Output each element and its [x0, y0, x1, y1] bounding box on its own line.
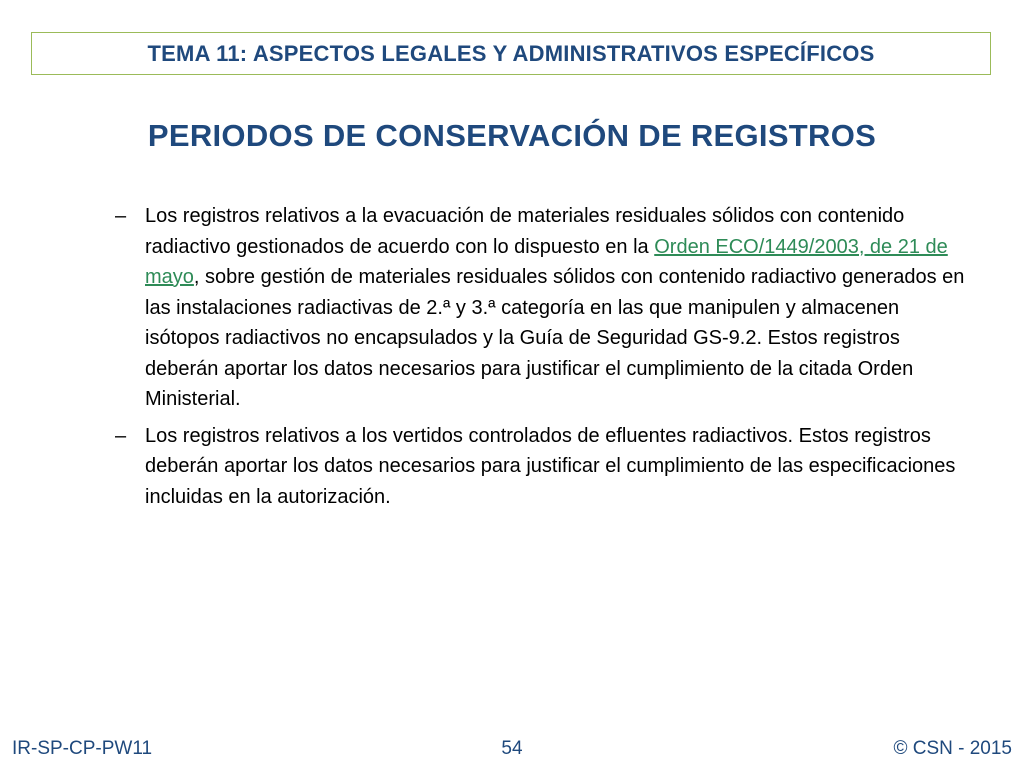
header-box: [31, 32, 991, 75]
bullet-item: [115, 201, 965, 415]
bullet-dash: –: [115, 205, 127, 227]
header-title: TEMA 11: ASPECTOS LEGALES Y ADMINISTRATIVOS ESPECÍFICOS: [147, 40, 875, 66]
orden-eco-link[interactable]: Orden ECO/1449/2003, de 21 de mayo: [145, 235, 948, 288]
bullet-text: Los registros relativos a los vertidos controlados de efluentes radiactivos. Estos registros deberán aportar los datos necesarios para justificar el cumplimiento de las especificaciones incluidas en la autorización.: [145, 424, 956, 508]
page-number: 54: [501, 738, 523, 759]
footer-code: IR-SP-CP-PW11: [12, 738, 153, 759]
bullet-dash: –: [115, 424, 127, 447]
slide-title: PERIODOS DE CONSERVACIÓN DE REGISTROS: [147, 118, 877, 153]
bullet-text: Los registros relativos a la evacuación de materiales residuales sólidos con contenido radiactivo gestionados de acuerdo con lo dispuesto en la: [145, 205, 905, 258]
bullet-list: [115, 201, 965, 518]
bullet-item: [115, 421, 965, 513]
footer-copyright: © CSN - 2015: [893, 738, 1012, 759]
bullet-text: , sobre gestión de materiales residuales sólidos con contenido radiactivo generados en las instalaciones radiactivas de 2.ª y 3.ª categoría en las que manipulen y almacenen isótopos radiactivos no encapsulados y la Guía de Seguridad GS-9.2. Estos registros deberán aportar los datos necesarios para justificar el cumplimiento de la citada Orden Ministerial.: [145, 266, 965, 410]
